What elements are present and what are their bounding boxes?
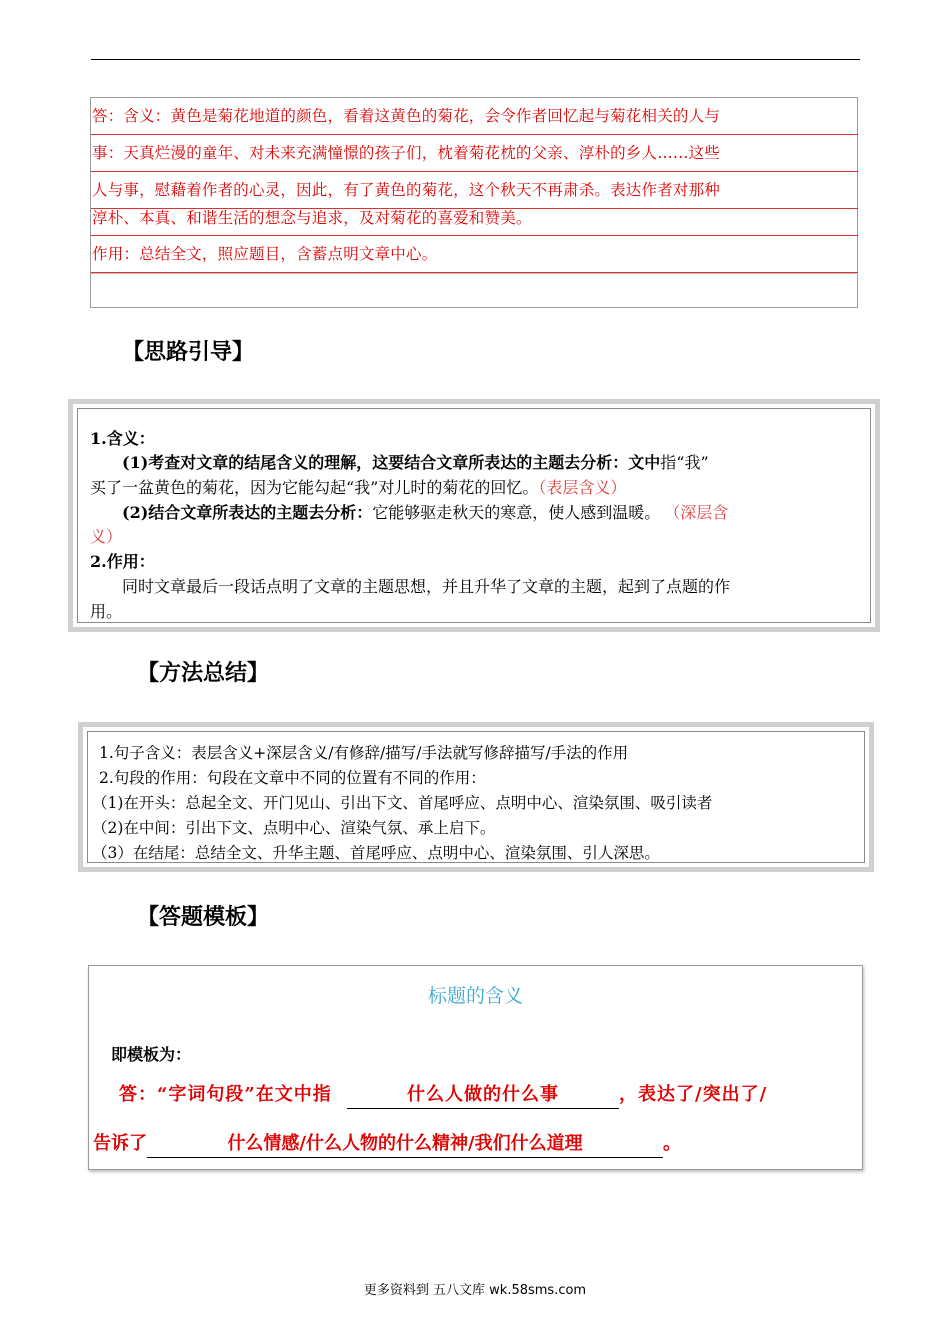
template-blank-1: 什么人做的什么事 [347,1082,619,1109]
guide-para3-line1: 同时文章最后一段话点明了文章的主题思想，并且升华了文章的主题，起到了点题的作 [122,577,731,596]
template-title: 标题的含义 [427,985,523,1007]
deep-meaning-tag-b: 义） [90,527,123,546]
method-line-5: （3）在结尾：总结全文、升华主题、首尾呼应、点明中心、渲染氛围、引人深思。 [92,844,660,862]
template-heading: 【答题模板】 [137,905,270,930]
method-line-3: （1)在开头：总起全文、开门见山、引出下文、首尾呼应、点明中心、渲染氛围、吸引读者 [92,794,713,812]
template-subtitle: 即模板为： [111,1045,192,1064]
template-line1-suffix: ，表达了/突出了/ [619,1084,768,1105]
guide-para3-line2: 用。 [90,602,123,621]
footer-link[interactable]: 更多资料到 五八文库 wk.58sms.com [363,1283,587,1298]
guide-item1-label: 1.含义： [90,429,155,448]
answer-line-1: 答：含义：黄色是菊花地道的颜色，看着这黄色的菊花，会令作者回忆起与菊花相关的人与 [91,98,858,135]
guide-box-inner [77,408,871,623]
template-answer-line2 [93,1131,681,1158]
guide-para2-bold: (2)结合文章所表达的主题去分析： [122,503,373,522]
method-line-2: 2.句段的作用：句段在文章中不同的位置有不同的作用： [99,769,486,787]
guide-para2-rest: 它能够驱走秋天的寒意，使人感到温暖。 [372,503,661,522]
guide-para1-rest: 指“我” [660,453,709,472]
answer-line-2: 事：天真烂漫的童年、对未来充满憧憬的孩子们，枕着菊花枕的父亲、淳朴的乡人……这些 [91,135,858,172]
guide-heading: 【思路引导】 [122,340,255,365]
template-line2-suffix: 。 [663,1133,681,1154]
guide-para1-line2 [90,475,626,500]
answer-line-4: 淳朴、本真、和谐生活的想念与追求，及对菊花的喜爱和赞美。 [91,202,858,236]
method-box-inner [87,731,865,863]
guide-box [68,399,880,632]
guide-para1-line1 [122,450,709,475]
surface-meaning-tag: （表层含义） [538,478,627,497]
guide-item2-label: 2.作用： [90,552,155,571]
answer-line-3: 人与事，慰藉着作者的心灵，因此，有了黄色的菊花，这个秋天不再肃杀。表达作者对那种 [91,172,858,209]
deep-meaning-tag-a: （深层含 [672,503,729,522]
template-answer-line1 [119,1082,767,1109]
method-box [78,722,874,872]
guide-para2-line1 [122,500,728,525]
answer-empty-row [91,273,858,309]
guide-para1-text: 买了一盆黄色的菊花，因为它能勾起“我”对儿时的菊花的回忆。 [90,478,539,497]
top-rule [91,59,860,60]
answer-line-5: 作用：总结全文，照应题目，含蓄点明文章中心。 [91,236,858,273]
method-heading: 【方法总结】 [137,661,270,686]
template-blank-2: 什么情感/什么人物的什么精神/我们什么道理 [147,1131,663,1158]
method-line-1: 1.句子含义：表层含义+深层含义/有修辞/描写/手法就写修辞描写/手法的作用 [99,744,629,762]
template-box [88,965,863,1170]
template-line2-prefix: 告诉了 [93,1133,147,1154]
method-line-4: （2)在中间：引出下文、点明中心、渲染气氛、承上启下。 [92,819,496,837]
answer-box [90,97,858,308]
guide-para1-bold: (1)考查对文章的结尾含义的理解，这要结合文章所表达的主题去分析：文中 [122,453,661,472]
template-line1-prefix: 答：“字词句段”在文中指 [119,1084,332,1105]
